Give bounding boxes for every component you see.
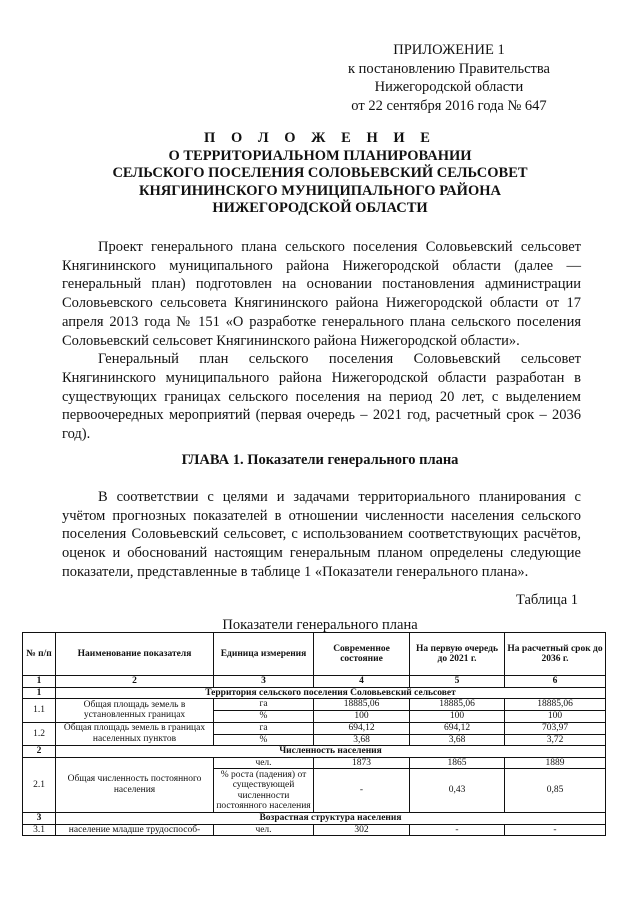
appendix-line: к постановлению Правительства xyxy=(348,60,550,77)
header-current: Современное состояние xyxy=(314,633,410,676)
column-number-row xyxy=(23,676,606,688)
row-current: - xyxy=(314,769,410,813)
intro-paragraph-1: Проект генерального плана сельского поселения Соловьевский сельсовет Княгининского муниципального района Нижегородской области (далее — генеральный план) подготовлен на основании постановления администрации Соловьевского сельсовета Княгининского района Нижегородской области от 17 апреля 2013 года № 151 «О разработке генерального плана сельского поселения Соловьевский сельсовет Княгининского района Нижегородской области». xyxy=(62,239,581,349)
table-row xyxy=(23,757,606,769)
section-num: 2 xyxy=(23,746,56,758)
title-line: СЕЛЬСКОГО ПОСЕЛЕНИЯ СОЛОВЬЕВСКИЙ СЕЛЬСОВЕТ xyxy=(112,165,528,181)
indicators-table xyxy=(22,632,606,836)
row-current: 3,68 xyxy=(314,734,410,746)
row-unit: га xyxy=(214,722,314,734)
row-first: 100 xyxy=(410,711,505,723)
row-first: 0,43 xyxy=(410,769,505,813)
section-row xyxy=(23,813,606,825)
row-current: 302 xyxy=(314,824,410,836)
row-final: 3,72 xyxy=(505,734,606,746)
row-current: 18885,06 xyxy=(314,699,410,711)
title-line: О ТЕРРИТОРИАЛЬНОМ ПЛАНИРОВАНИИ xyxy=(168,147,472,164)
col-number: 6 xyxy=(505,676,606,688)
section-num: 3 xyxy=(23,813,56,825)
row-unit: чел. xyxy=(214,824,314,836)
title-line: КНЯГИНИНСКОГО МУНИЦИПАЛЬНОГО РАЙОНА xyxy=(139,182,501,199)
row-final: 100 xyxy=(505,711,606,723)
row-first: - xyxy=(410,824,505,836)
appendix-title: ПРИЛОЖЕНИЕ 1 xyxy=(393,42,505,58)
document-title xyxy=(100,130,540,218)
table-row xyxy=(23,824,606,836)
row-num: 3.1 xyxy=(23,824,56,836)
row-first: 18885,06 xyxy=(410,699,505,711)
row-name: Общая площадь земель в установленных границах xyxy=(56,699,214,723)
header-first-stage: На первую очередь до 2021 г. xyxy=(410,633,505,676)
header-num: № п/п xyxy=(23,633,56,676)
row-unit: чел. xyxy=(214,757,314,769)
row-final: 703,97 xyxy=(505,722,606,734)
chapter-section xyxy=(62,488,581,582)
row-current: 694,12 xyxy=(314,722,410,734)
row-unit: % xyxy=(214,734,314,746)
col-number: 4 xyxy=(314,676,410,688)
row-num: 1.2 xyxy=(23,722,56,746)
row-name: Общая площадь земель в границах населенных пунктов xyxy=(56,722,214,746)
header-unit: Единица измерения xyxy=(214,633,314,676)
row-current: 100 xyxy=(314,711,410,723)
row-num: 2.1 xyxy=(23,757,56,813)
row-first: 694,12 xyxy=(410,722,505,734)
row-current: 1873 xyxy=(314,757,410,769)
col-number: 3 xyxy=(214,676,314,688)
col-number: 1 xyxy=(23,676,56,688)
section-row xyxy=(23,746,606,758)
section-row xyxy=(23,687,606,699)
intro-paragraph-2: Генеральный план сельского поселения Соловьевский сельсовет Княгининского муниципального района Нижегородской области разработан в существующих границах сельского поселения на период 20 лет, с выделением первоочередных мероприятий (первая очередь – 2021 год, расчетный срок – 2036 год). xyxy=(62,351,581,443)
row-final: 1889 xyxy=(505,757,606,769)
chapter-heading: ГЛАВА 1. Показатели генерального плана xyxy=(181,452,459,468)
row-num: 1.1 xyxy=(23,699,56,723)
row-first: 3,68 xyxy=(410,734,505,746)
appendix-date: от 22 сентября 2016 года № 647 xyxy=(351,97,547,114)
row-unit: га xyxy=(214,699,314,711)
section-title: Численность населения xyxy=(56,746,606,758)
table-caption: Показатели генерального плана xyxy=(222,617,418,633)
appendix-header xyxy=(348,41,550,115)
appendix-line: Нижегородской области xyxy=(374,79,524,95)
row-first: 1865 xyxy=(410,757,505,769)
header-name: Наименование показателя xyxy=(56,633,214,676)
table-row xyxy=(23,722,606,734)
title-line: П О Л О Ж Е Н И Е xyxy=(204,130,436,146)
header-final-stage: На расчетный срок до 2036 г. xyxy=(505,633,606,676)
table-label: Таблица 1 xyxy=(515,592,578,608)
row-unit: % xyxy=(214,711,314,723)
row-unit: % роста (падения) от существующей численности постоянного населения xyxy=(214,769,314,813)
table-row xyxy=(23,699,606,711)
section-num: 1 xyxy=(23,687,56,699)
row-name: Общая численность постоянного населения xyxy=(56,757,214,813)
chapter-paragraph: В соответствии с целями и задачами территориального планирования с учётом прогнозных показателей в отношении численности населения сельского поселения Соловьевский сельсовет, с использованием соответствующих расчётов, оценок и обоснований настоящим генеральным планом определены следующие показатели, представленные в таблице 1 «Показатели генерального плана». xyxy=(62,489,581,580)
row-final: - xyxy=(505,824,606,836)
row-final: 0,85 xyxy=(505,769,606,813)
col-number: 2 xyxy=(56,676,214,688)
row-final: 18885,06 xyxy=(505,699,606,711)
section-title: Возрастная структура населения xyxy=(56,813,606,825)
col-number: 5 xyxy=(410,676,505,688)
section-title: Территория сельского поселения Соловьевский сельсовет xyxy=(56,687,606,699)
intro-section xyxy=(62,238,581,444)
table-header-row xyxy=(23,633,606,676)
row-name: население младше трудоспособ- xyxy=(56,824,214,836)
title-line: НИЖЕГОРОДСКОЙ ОБЛАСТИ xyxy=(212,200,428,216)
